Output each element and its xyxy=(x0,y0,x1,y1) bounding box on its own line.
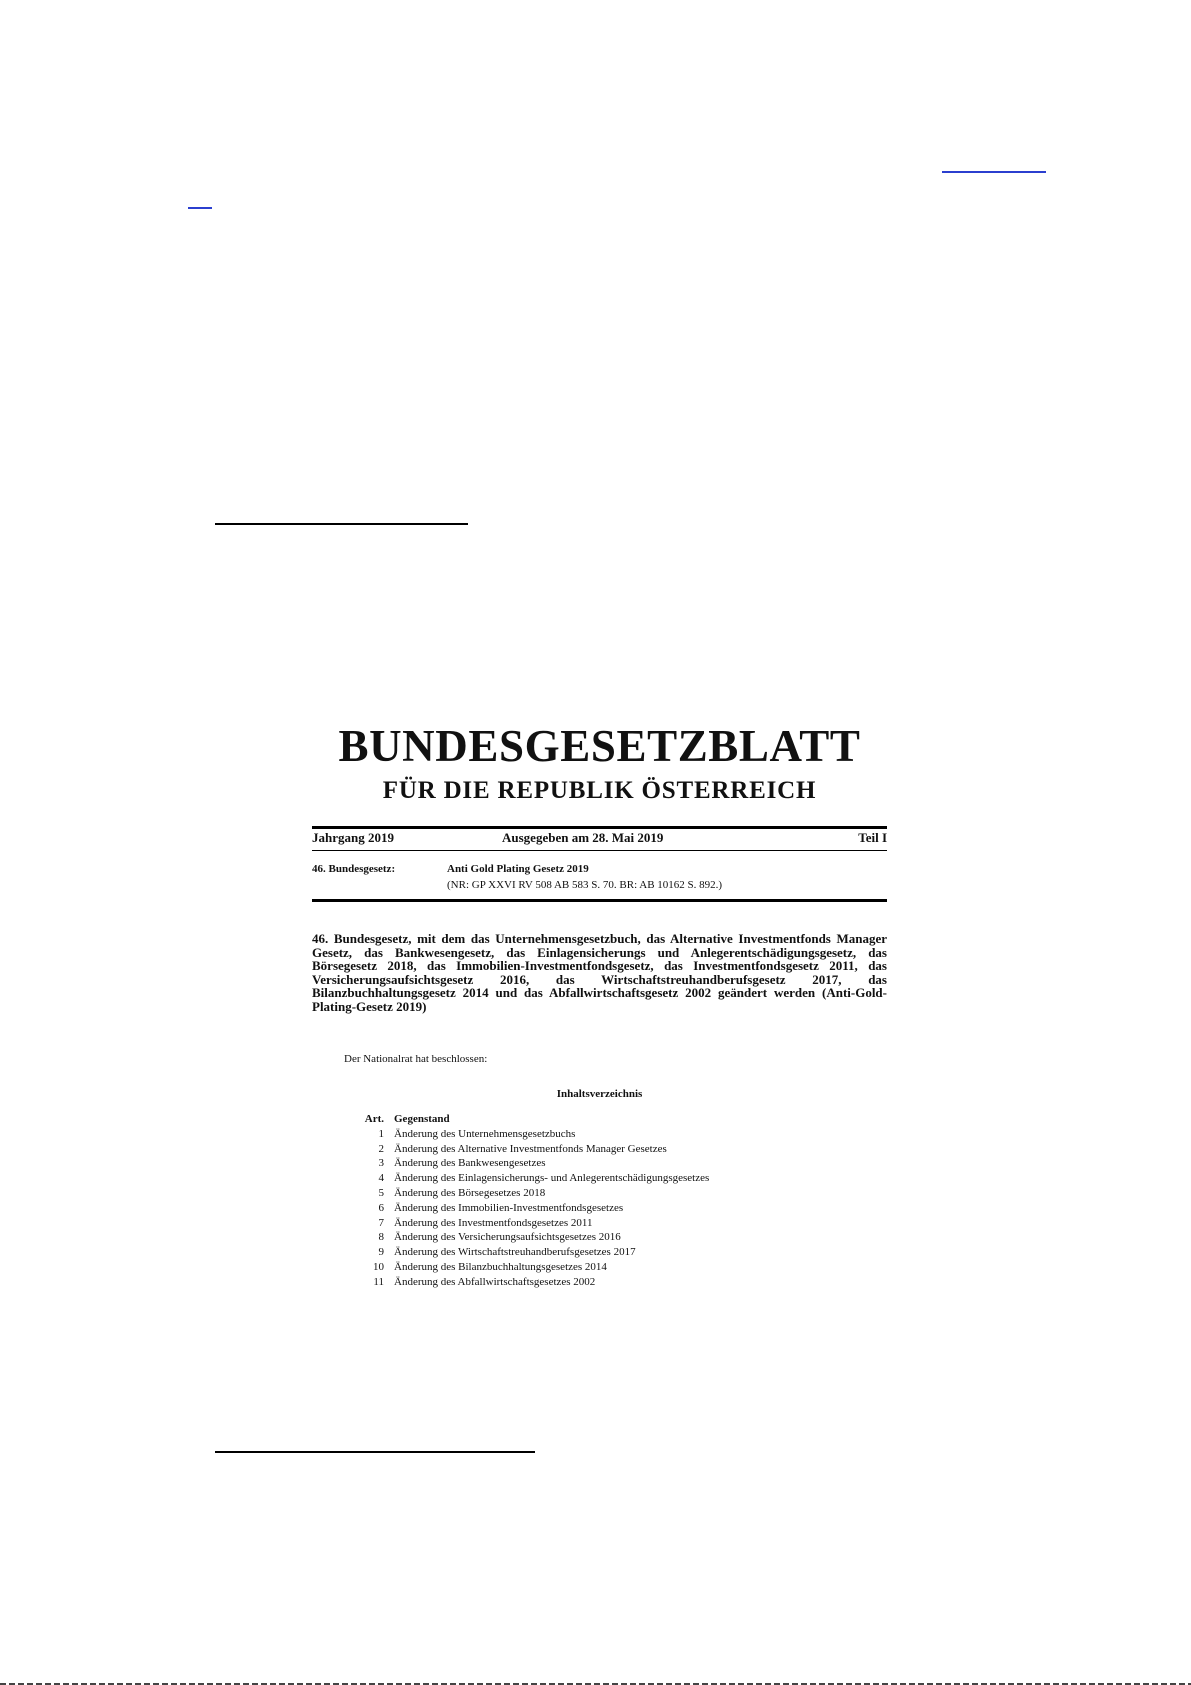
toc-article-subject: Änderung des Versicherungsaufsichtsgesetzes 2016 xyxy=(394,1231,621,1244)
law-type: 46. Bundesgesetz: xyxy=(312,863,396,875)
toc-article-subject: Änderung des Einlagensicherungs- und Anlegerentschädigungsgesetzes xyxy=(394,1172,710,1185)
law-introduction: 46. Bundesgesetz, mit dem das Unternehmensgesetzbuch, das Alternative Investmentfonds Manager Gesetz, das Bankwesengesetz, das Einlagensicherungs und Anlegerentschädigungsgesetz, das Börsegesetz 2018, das Immobilien-Investmentfondsgesetz, das Investmentfondsgesetz 2011, das Versicherungsaufsichtsgesetz 2016, das Wirtschaftstreuhandberufsgesetz 2017, das Bilanzbuchhaltungsgesetz 2014 und das Abfallwirtschaftsgesetz 2002 geändert werden (Anti-Gold-Plating-Gesetz 2019) xyxy=(312,931,887,1014)
issued-label: Ausgegeben am 28. Mai 2019 xyxy=(502,830,664,845)
toc-row xyxy=(360,1260,840,1275)
footnote-separator-upper xyxy=(215,523,468,525)
header-rule-bottom xyxy=(312,899,887,902)
law-reference: (NR: GP XXVI RV 508 AB 583 S. 70. BR: AB 10162 S. 892.) xyxy=(447,879,723,891)
toc-article-number: 6 xyxy=(378,1201,384,1214)
toc-article-number: 7 xyxy=(378,1216,384,1229)
toc-header-text: Gegenstand xyxy=(394,1113,450,1125)
toc-article-subject: Änderung des Bankwesengesetzes xyxy=(394,1157,546,1170)
header-rule-top xyxy=(312,826,887,829)
toc-row xyxy=(360,1216,840,1231)
law-name: Anti Gold Plating Gesetz 2019 xyxy=(447,863,589,875)
toc-article-subject: Änderung des Investmentfondsgesetzes 2011 xyxy=(394,1216,593,1229)
hyperlink-underline[interactable] xyxy=(942,171,1046,173)
toc-article-number: 2 xyxy=(378,1142,384,1155)
toc-article-number: 8 xyxy=(378,1231,384,1244)
toc-title: Inhaltsverzeichnis xyxy=(556,1088,643,1100)
toc-article-number: 9 xyxy=(378,1246,384,1259)
toc-article-number: 3 xyxy=(378,1157,384,1170)
toc-article-subject: Änderung des Wirtschaftstreuhandberufsgesetzes 2017 xyxy=(394,1246,636,1259)
toc-row xyxy=(360,1275,840,1290)
toc-header-row xyxy=(360,1112,840,1127)
toc-article-number: 1 xyxy=(378,1127,384,1140)
toc-article-subject: Änderung des Unternehmensgesetzbuchs xyxy=(394,1127,576,1140)
footnote-separator-lower xyxy=(215,1451,535,1453)
toc-row xyxy=(360,1230,840,1245)
toc-row xyxy=(360,1156,840,1171)
year-label: Jahrgang 2019 xyxy=(312,830,394,845)
toc-row xyxy=(360,1186,840,1201)
gazette-title: BUNDESGESETZBLATT xyxy=(338,721,861,771)
toc-row xyxy=(360,1171,840,1186)
part-label: Teil I xyxy=(858,830,887,845)
table-of-contents xyxy=(360,1112,840,1290)
toc-header-num: Art. xyxy=(364,1113,384,1125)
toc-article-number: 5 xyxy=(378,1186,384,1199)
toc-article-subject: Änderung des Bilanzbuchhaltungsgesetzes 2014 xyxy=(394,1260,607,1273)
toc-article-subject: Änderung des Börsegesetzes 2018 xyxy=(394,1186,546,1199)
toc-article-number: 10 xyxy=(373,1260,384,1273)
toc-article-number: 11 xyxy=(373,1275,384,1288)
toc-row xyxy=(360,1245,840,1260)
toc-article-subject: Änderung des Alternative Investmentfonds Manager Gesetzes xyxy=(394,1142,667,1155)
toc-article-subject: Änderung des Abfallwirtschaftsgesetzes 2002 xyxy=(394,1275,596,1288)
hyperlink-underline-continuation[interactable] xyxy=(188,207,212,209)
toc-article-subject: Änderung des Immobilien-Investmentfondsgesetzes xyxy=(394,1201,624,1214)
gazette-scan xyxy=(312,722,887,1294)
resolution-text: Der Nationalrat hat beschlossen: xyxy=(344,1053,488,1065)
toc-row xyxy=(360,1127,840,1142)
toc-row xyxy=(360,1142,840,1157)
header-rule-middle xyxy=(312,850,887,851)
toc-article-number: 4 xyxy=(378,1172,384,1185)
toc-row xyxy=(360,1201,840,1216)
gazette-subtitle: FÜR DIE REPUBLIK ÖSTERREICH xyxy=(382,777,817,804)
